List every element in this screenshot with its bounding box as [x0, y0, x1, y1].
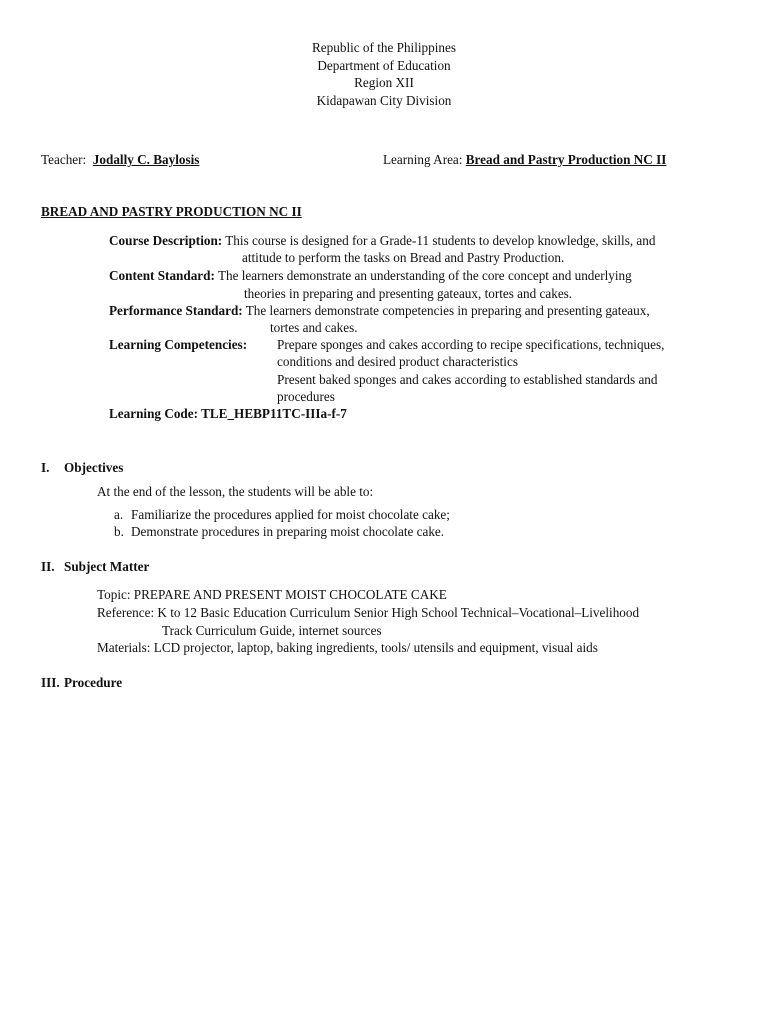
learning-competencies-text-2: conditions and desired product characteristics: [277, 354, 518, 369]
list-item: [114, 506, 450, 523]
learning-area-label: Learning Area:: [383, 152, 463, 167]
section-objectives-number: I.: [41, 460, 50, 475]
subject-materials: Materials: LCD projector, laptop, baking ingredients, tools/ utensils and equipment, visual aids: [97, 640, 598, 655]
list-item-text: Demonstrate procedures in preparing moist chocolate cake.: [131, 524, 445, 539]
performance-standard: [109, 302, 650, 319]
subject-reference-1: Reference: K to 12 Basic Education Curriculum Senior High School Technical–Vocational–Livelihood: [97, 605, 640, 620]
document-header: [0, 39, 768, 109]
list-marker: a.: [114, 507, 124, 522]
learning-code: Learning Code: TLE_HEBP11TC-IIIa-f-7: [109, 406, 347, 421]
document-title: BREAD AND PASTRY PRODUCTION NC II: [41, 204, 302, 219]
learning-area-value: Bread and Pastry Production NC II: [465, 152, 667, 167]
section-subject-number: II.: [41, 559, 55, 574]
learning-area-line: [383, 151, 666, 168]
subject-topic: Topic: PREPARE AND PRESENT MOIST CHOCOLATE CAKE: [97, 587, 447, 602]
section-procedure-number: III.: [41, 675, 60, 690]
section-procedure-title: Procedure: [64, 675, 123, 690]
learning-competencies-text-3: Present baked sponges and cakes according to established standards and: [277, 372, 658, 387]
header-department: Department of Education: [317, 57, 451, 73]
performance-standard-label: Performance Standard:: [109, 303, 243, 318]
course-description-label: Course Description:: [109, 233, 223, 248]
header-republic: Republic of the Philippines: [312, 40, 456, 55]
performance-standard-text-2: tortes and cakes.: [270, 320, 358, 335]
section-subject-title: Subject Matter: [64, 559, 150, 574]
header-division: Kidapawan City Division: [316, 92, 452, 108]
list-marker: b.: [114, 524, 124, 539]
content-standard-label: Content Standard:: [109, 268, 215, 283]
teacher-line: [41, 151, 199, 168]
course-description: [109, 232, 733, 249]
learning-competencies-label: Learning Competencies:: [109, 337, 248, 352]
section-objectives-heading: [41, 459, 123, 476]
content-standard-text-2: theories in preparing and presenting gateaux, tortes and cakes.: [244, 286, 573, 301]
learning-competencies-text-1: Prepare sponges and cakes according to recipe specifications, techniques,: [277, 337, 665, 352]
header-region: Region XII: [354, 75, 414, 90]
section-procedure-heading: [41, 674, 122, 691]
learning-competencies-text-4: procedures: [277, 389, 335, 404]
content-standard-text-1: The learners demonstrate an understanding of the core concept and underlying: [217, 268, 632, 283]
course-description-text-2: attitude to perform the tasks on Bread and Pastry Production.: [242, 250, 565, 265]
list-item-text: Familiarize the procedures applied for moist chocolate cake;: [131, 507, 450, 522]
objectives-intro: At the end of the lesson, the students will be able to:: [97, 484, 374, 499]
content-standard: [109, 267, 749, 284]
section-subject-heading: [41, 558, 149, 575]
performance-standard-text-1: The learners demonstrate competencies in preparing and presenting gateaux,: [245, 303, 650, 318]
course-description-text-1: This course is designed for a Grade-11 students to develop knowledge, skills, and: [225, 233, 656, 248]
list-item: [114, 523, 444, 540]
teacher-label: Teacher:: [41, 152, 87, 167]
teacher-name: Jodally C. Baylosis: [92, 152, 200, 167]
section-objectives-title: Objectives: [64, 460, 124, 475]
subject-reference-2: Track Curriculum Guide, internet sources: [162, 623, 382, 638]
